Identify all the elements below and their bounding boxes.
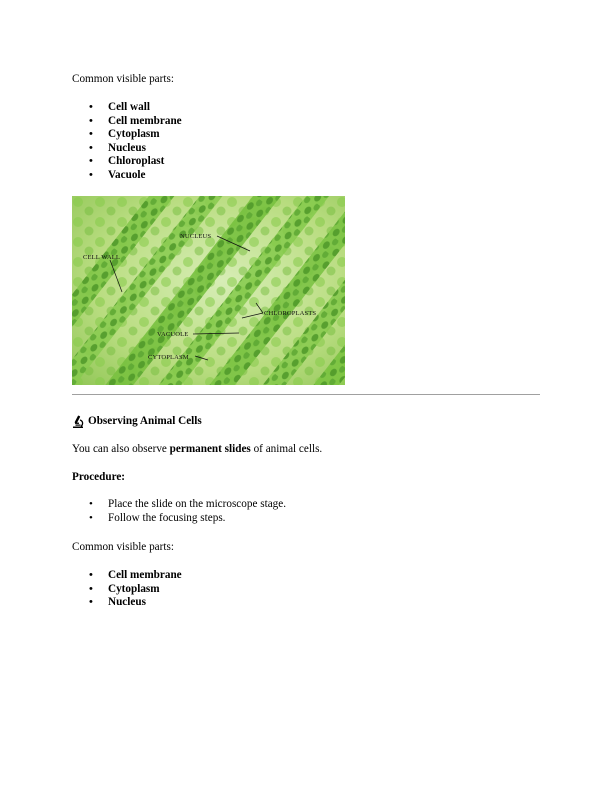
list-item: • Cell membrane xyxy=(72,569,182,583)
chloroplasts-label: CHLOROPLASTS xyxy=(264,310,317,317)
section-divider xyxy=(72,394,540,395)
section-heading-text: Observing Animal Cells xyxy=(88,415,202,427)
micrograph-image xyxy=(72,196,345,385)
microscope-icon xyxy=(72,415,84,428)
list-item: • Follow the focusing steps. xyxy=(72,512,286,526)
vacuole-label: VACUOLE xyxy=(157,331,189,338)
cytoplasm-label: CYTOPLASM xyxy=(148,354,189,361)
animal-parts-intro: Common visible parts: xyxy=(72,541,174,553)
list-item: • Nucleus xyxy=(72,142,182,156)
list-item: • Chloroplast xyxy=(72,155,182,169)
list-item: • Cytoplasm xyxy=(72,583,182,597)
list-item: • Nucleus xyxy=(72,596,182,610)
procedure-title: Procedure: xyxy=(72,471,126,483)
nucleus-label: NUCLEUS xyxy=(180,233,212,240)
plant-parts-intro: Common visible parts: xyxy=(72,73,174,85)
list-item: • Vacuole xyxy=(72,169,182,183)
plant-cell-micrograph xyxy=(72,196,345,385)
list-item: • Cytoplasm xyxy=(72,128,182,142)
list-item: • Cell wall xyxy=(72,101,182,115)
list-item: • Cell membrane xyxy=(72,115,182,129)
permanent-slides-emphasis: permanent slides xyxy=(169,443,251,455)
animal-parts-list xyxy=(72,569,182,610)
cell-wall-label: CELL WALL xyxy=(83,254,120,261)
section-heading xyxy=(72,414,202,428)
list-item: • Place the slide on the microscope stage. xyxy=(72,498,286,512)
procedure-steps xyxy=(72,498,286,525)
plant-parts-list xyxy=(72,101,182,183)
animal-intro: You can also observe permanent slides of animal cells. xyxy=(72,443,323,455)
